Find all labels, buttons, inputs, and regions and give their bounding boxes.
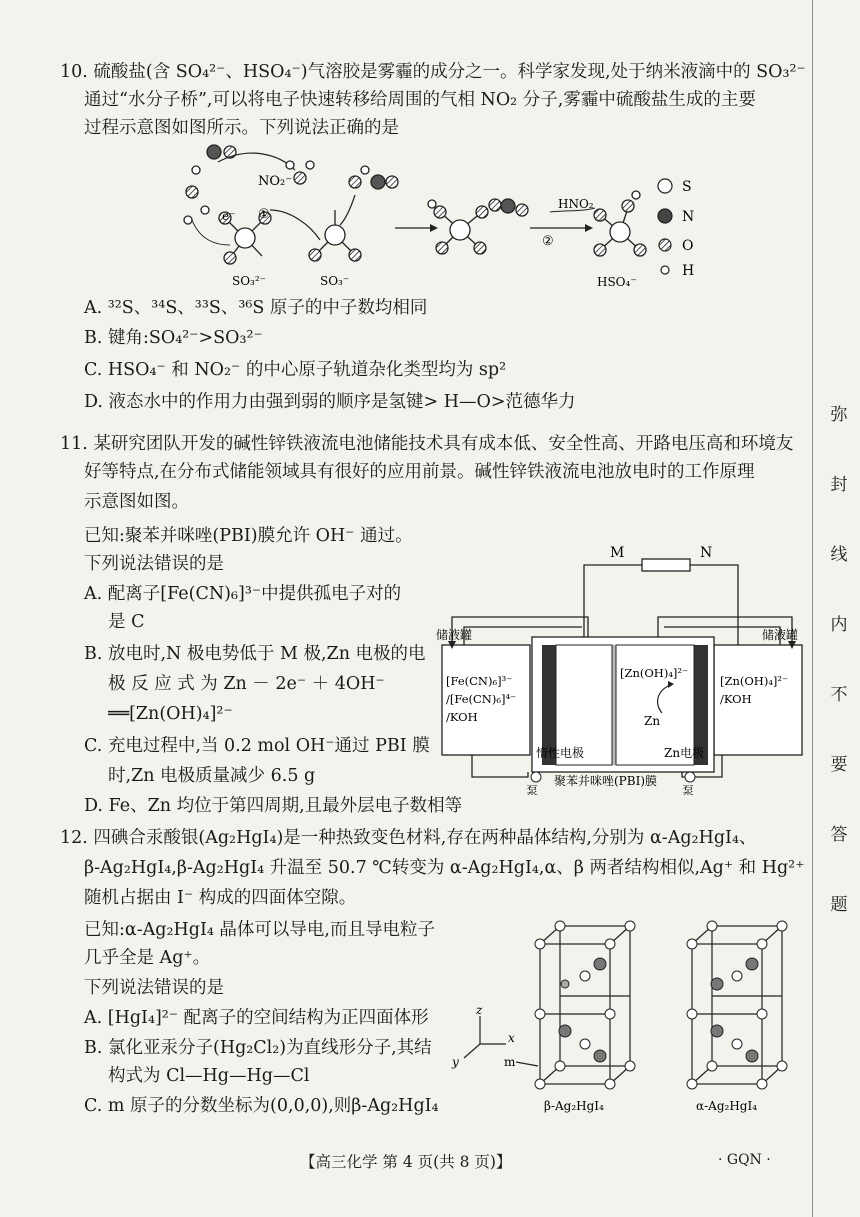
seal-char-6: 要 (830, 755, 848, 775)
so3-molecule-2 (286, 161, 398, 261)
step-2-label: ② (542, 234, 554, 249)
q11-option-c-1: C. 充电过程中,当 0.2 mol OH⁻通过 PBI 膜 (84, 736, 430, 756)
left-solution-line-1: [Fe(CN)₆]³⁻ (446, 674, 513, 688)
so3-2-minus-label: SO₃²⁻ (232, 274, 267, 288)
so3-minus-label: SO₃⁻ (320, 274, 350, 288)
intermediate-molecule (428, 199, 528, 254)
right-solution-line-2: /KOH (720, 692, 752, 706)
legend-o: O (682, 238, 694, 254)
q12-option-c: C. m 原子的分数坐标为(0,0,0),则β-Ag₂HgI₄ (84, 1096, 439, 1116)
q11-battery-diagram (432, 545, 810, 795)
tank-left-label: 储液罐 (436, 628, 473, 642)
seal-line (812, 0, 813, 1217)
q12-line-1: 12. 四碘合汞酸银(Ag₂HgI₄)是一种热致变色材料,存在两种晶体结构,分别为 α-Ag₂HgI₄、 (60, 828, 757, 848)
legend-s: S (682, 179, 692, 195)
q10-option-d: D. 液态水中的作用力由强到弱的顺序是氢键> H—O>范德华力 (84, 392, 576, 412)
q11-option-c-2: 时,Zn 电极质量减少 6.5 g (108, 766, 316, 786)
left-solution-line-2: /[Fe(CN)₆]⁴⁻ (446, 692, 517, 706)
q12-option-b-2: 构式为 Cl—Hg—Hg—Cl (108, 1066, 310, 1086)
zn-electrode-label: Zn电极 (664, 746, 705, 760)
pump-left-label: 泵 (526, 784, 539, 795)
seal-char-3: 线 (830, 545, 848, 565)
pump-right-label: 泵 (682, 784, 695, 795)
atom-m-label: m (504, 1055, 516, 1069)
q11-option-d: D. Fe、Zn 均位于第四周期,且最外层电子数相等 (84, 796, 463, 816)
q10-line-2: 通过“水分子桥”,可以将电子快速转移给周围的气相 NO₂ 分子,雾霾中硫酸盐生成的主要 (84, 90, 756, 110)
q10-line-1: 10. 硫酸盐(含 SO₄²⁻、HSO₄⁻)气溶胶是雾霾的成分之一。科学家发现,处于纳米液滴中的 SO₃²⁻ (60, 62, 806, 82)
seal-char-4: 内 (830, 615, 848, 635)
q11-option-b-3: ══[Zn(OH)₄]²⁻ (108, 704, 233, 724)
q11-line-1: 11. 某研究团队开发的碱性锌铁液流电池储能技术具有成本低、安全性高、开路电压高和环境友 (60, 434, 794, 454)
hso4-label: HSO₄⁻ (597, 275, 637, 289)
so3-molecule-1 (184, 145, 271, 264)
axis-z-label: z (476, 1003, 483, 1017)
footer-code: · GQN · (718, 1152, 771, 1168)
q10-option-a: A. ³²S、³⁴S、³³S、³⁶S 原子的中子数均相同 (84, 298, 428, 318)
axis-x-label: x (508, 1031, 515, 1045)
q10-line-3: 过程示意图如图所示。下列说法正确的是 (84, 118, 399, 138)
legend-h: H (682, 263, 695, 279)
q12-known-1: 已知:α-Ag₂HgI₄ 晶体可以导电,而且导电粒子 (84, 920, 435, 940)
q12-option-a: A. [HgI₄]²⁻ 配离子的空间结构为正四面体形 (84, 1008, 429, 1028)
q11-option-a-1: A. 配离子[Fe(CN)₆]³⁻中提供孤电子对的 (84, 584, 402, 604)
q11-option-a-2: 是 C (108, 612, 145, 632)
inert-electrode-label: 惰性电极 (536, 746, 585, 760)
q10-option-c: C. HSO₄⁻ 和 NO₂⁻ 的中心原子轨道杂化类型均为 sp² (84, 360, 507, 380)
electron-label: e⁻ (222, 209, 236, 223)
q12-known-2: 几乎全是 Ag⁺。 (84, 948, 211, 968)
atom-legend (658, 179, 672, 274)
alpha-cell-label: α-Ag₂HgI₄ (696, 1099, 758, 1113)
q11-known: 已知:聚苯并咪唑(PBI)膜允许 OH⁻ 通过。 (84, 526, 413, 546)
q12-line-2: β-Ag₂HgI₄,β-Ag₂HgI₄ 升温至 50.7 ℃转变为 α-Ag₂HgI₄,α、β 两者结构相似,Ag⁺ 和 Hg²⁺ (84, 858, 805, 878)
q12-ask: 下列说法错误的是 (84, 978, 224, 998)
seal-char-2: 封 (830, 475, 848, 495)
page-footer: 【高三化学 第 4 页(共 8 页)】 (300, 1153, 512, 1171)
q11-option-b-2: 极 反 应 式 为 Zn － 2e⁻ ＋ 4OH⁻ (108, 674, 385, 694)
terminal-n: N (700, 545, 713, 561)
hso4-molecule (594, 191, 646, 256)
left-solution-line-3: /KOH (446, 710, 478, 724)
tank-right-label: 储液罐 (762, 628, 799, 642)
q10-option-b: B. 键角:SO₄²⁻>SO₃²⁻ (84, 328, 263, 348)
seal-char-7: 答 (830, 825, 848, 845)
q11-ask: 下列说法错误的是 (84, 554, 224, 574)
cell-zincate-label: [Zn(OH)₄]²⁻ (620, 666, 689, 680)
q10-sulfate-diagram (170, 140, 710, 290)
q11-option-b-1: B. 放电时,N 极电势低于 M 极,Zn 电极的电 (84, 644, 426, 664)
seal-char-1: 弥 (830, 405, 848, 425)
beta-cell-label: β-Ag₂HgI₄ (544, 1099, 604, 1113)
axis-y-label: y (452, 1055, 459, 1069)
hno2-label: HNO₂ (558, 197, 594, 211)
q11-line-2: 好等特点,在分布式储能领域具有很好的应用前景。碱性锌铁液流电池放电时的工作原理 (84, 462, 755, 482)
terminal-m: M (610, 545, 625, 561)
seal-char-5: 不 (830, 685, 848, 705)
zn-label: Zn (644, 714, 661, 728)
legend-n: N (682, 209, 695, 225)
q12-crystal-diagram (440, 916, 805, 1116)
seal-char-8: 题 (830, 895, 848, 915)
q12-line-3: 随机占据由 I⁻ 构成的四面体空隙。 (84, 888, 357, 908)
q12-option-b-1: B. 氯化亚汞分子(Hg₂Cl₂)为直线形分子,其结 (84, 1038, 432, 1058)
pbi-membrane-label: 聚苯并咪唑(PBI)膜 (554, 774, 657, 788)
right-solution-line-1: [Zn(OH)₄]²⁻ (720, 674, 789, 688)
no2-minus-label: NO₂⁻ (258, 174, 293, 189)
step-1-label: ① (258, 207, 270, 222)
q11-line-3: 示意图如图。 (84, 492, 189, 512)
